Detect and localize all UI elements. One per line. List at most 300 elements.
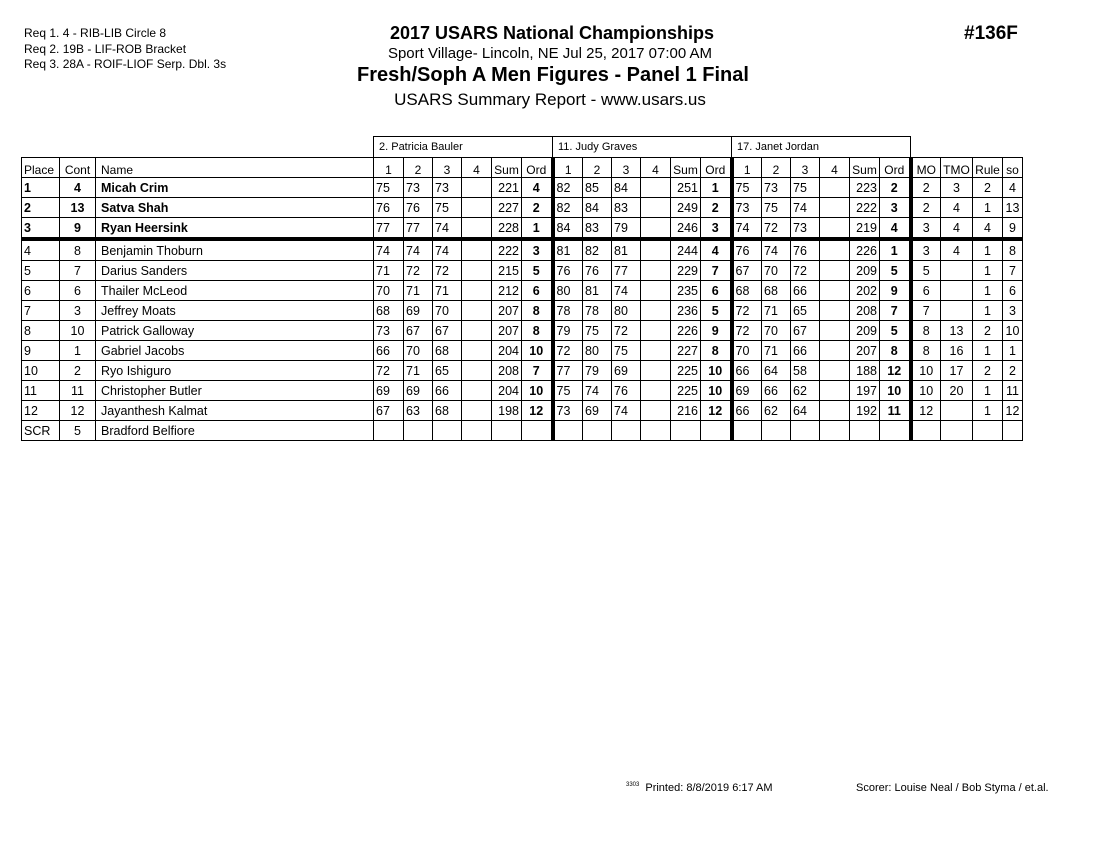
table-row bbox=[22, 198, 1023, 218]
judge-3-ordinal-cell: 9 bbox=[880, 281, 911, 301]
judge-2-mark-1-cell: 73 bbox=[553, 401, 583, 421]
judge-3-ordinal-cell: 5 bbox=[880, 261, 911, 281]
judge-2-mark-3-cell: 84 bbox=[612, 178, 641, 198]
tmo-cell bbox=[941, 421, 973, 441]
mo-cell: 5 bbox=[911, 261, 941, 281]
judge-1-mark-2-cell: 76 bbox=[404, 198, 433, 218]
judge-3-ordinal-cell bbox=[880, 421, 911, 441]
table-row bbox=[22, 178, 1023, 198]
judge-3-ordinal-cell: 11 bbox=[880, 401, 911, 421]
judge-3-mark-1-cell: 76 bbox=[732, 239, 762, 261]
so-cell: 4 bbox=[1003, 178, 1023, 198]
rule-cell: 4 bbox=[973, 218, 1003, 240]
judge-3-mark-4-cell bbox=[820, 321, 850, 341]
event-title: Fresh/Soph A Men Figures - Panel 1 Final bbox=[357, 64, 749, 86]
judge-2-mark-1-cell: 77 bbox=[553, 361, 583, 381]
judge-1-ordinal-cell: 4 bbox=[522, 178, 553, 198]
report-code: 3303 bbox=[626, 782, 640, 788]
judge-1-ordinal-cell: 6 bbox=[522, 281, 553, 301]
judge-1-mark-1-cell: 68 bbox=[374, 301, 404, 321]
judge-1-sum-cell: 215 bbox=[492, 261, 522, 281]
judge-1-sum-cell: 227 bbox=[492, 198, 522, 218]
judge-3-mark-2-cell: 73 bbox=[762, 178, 791, 198]
judge-1-mark-1-cell: 76 bbox=[374, 198, 404, 218]
judge-3-sum-cell: 209 bbox=[850, 321, 880, 341]
skater-name-cell: Darius Sanders bbox=[96, 261, 374, 281]
judge-3-sum-cell: 226 bbox=[850, 239, 880, 261]
mo-cell: 10 bbox=[911, 361, 941, 381]
judge-3-mark-1-cell: 70 bbox=[732, 341, 762, 361]
judge-1-mark-3-cell bbox=[433, 421, 462, 441]
so-cell: 12 bbox=[1003, 401, 1023, 421]
judge-2-sum-cell: 235 bbox=[671, 281, 701, 301]
skater-name-cell: Bradford Belfiore bbox=[96, 421, 374, 441]
place-cell: 10 bbox=[22, 361, 60, 381]
judge-3-ordinal-cell: 4 bbox=[880, 218, 911, 240]
judge-2-mark-1-cell: 81 bbox=[553, 239, 583, 261]
judge-1-mark-4-cell bbox=[462, 281, 492, 301]
judge-3-ordinal-cell: 8 bbox=[880, 341, 911, 361]
judge-2-mark-4-cell bbox=[641, 361, 671, 381]
judge-3-mark-1-cell: 72 bbox=[732, 321, 762, 341]
place-cell: 8 bbox=[22, 321, 60, 341]
judge-2-ordinal-cell: 8 bbox=[701, 341, 732, 361]
judge-1-ordinal-cell: 1 bbox=[522, 218, 553, 240]
judge-3-ordinal-cell: 5 bbox=[880, 321, 911, 341]
place-cell: SCR bbox=[22, 421, 60, 441]
place-cell: 5 bbox=[22, 261, 60, 281]
judge-1-mark-2-cell: 69 bbox=[404, 381, 433, 401]
judge-2-ordinal-cell: 9 bbox=[701, 321, 732, 341]
cont-cell: 1 bbox=[60, 341, 96, 361]
judge-3-mark-4-cell bbox=[820, 401, 850, 421]
judge-3-mark-3-cell: 62 bbox=[791, 381, 820, 401]
judge-1-ordinal-cell: 10 bbox=[522, 341, 553, 361]
printed-date: Printed: 8/8/2019 6:17 AM bbox=[645, 782, 773, 794]
col-mark-4: 4 bbox=[820, 158, 850, 178]
judge-3-mark-1-cell: 73 bbox=[732, 198, 762, 218]
judge-1-mark-2-cell: 70 bbox=[404, 341, 433, 361]
judge-2-mark-3-cell: 74 bbox=[612, 401, 641, 421]
judge-1-mark-2-cell bbox=[404, 421, 433, 441]
judge-2-mark-1-cell: 75 bbox=[553, 381, 583, 401]
judge-3-mark-2-cell: 72 bbox=[762, 218, 791, 240]
tmo-cell: 4 bbox=[941, 198, 973, 218]
cont-cell: 5 bbox=[60, 421, 96, 441]
judge-2-ordinal-cell: 6 bbox=[701, 281, 732, 301]
so-cell: 13 bbox=[1003, 198, 1023, 218]
judge-2-mark-2-cell: 84 bbox=[583, 198, 612, 218]
skater-name-cell: Thailer McLeod bbox=[96, 281, 374, 301]
mo-cell: 2 bbox=[911, 178, 941, 198]
judge-2-mark-3-cell bbox=[612, 421, 641, 441]
judge-1-mark-4-cell bbox=[462, 218, 492, 240]
judge-2-ordinal-cell: 5 bbox=[701, 301, 732, 321]
judge-3-mark-3-cell: 72 bbox=[791, 261, 820, 281]
judge-2-mark-3-cell: 80 bbox=[612, 301, 641, 321]
judge-1-ordinal-cell: 8 bbox=[522, 301, 553, 321]
judge-1-ordinal-cell: 10 bbox=[522, 381, 553, 401]
table-row bbox=[22, 281, 1023, 301]
requirement-3: Req 3. 28A - ROIF-LIOF Serp. Dbl. 3s bbox=[24, 57, 227, 71]
rule-cell: 1 bbox=[973, 261, 1003, 281]
judge-1-mark-2-cell: 77 bbox=[404, 218, 433, 240]
so-cell: 10 bbox=[1003, 321, 1023, 341]
so-cell: 8 bbox=[1003, 239, 1023, 261]
table-row bbox=[22, 341, 1023, 361]
place-cell: 4 bbox=[22, 239, 60, 261]
judge-2-sum-cell: 246 bbox=[671, 218, 701, 240]
judge-1-mark-2-cell: 72 bbox=[404, 261, 433, 281]
col-mark-1: 1 bbox=[374, 158, 404, 178]
judge-3-sum-cell: 192 bbox=[850, 401, 880, 421]
judge-3-mark-1-cell: 67 bbox=[732, 261, 762, 281]
so-cell: 1 bbox=[1003, 341, 1023, 361]
judge-3-mark-4-cell bbox=[820, 301, 850, 321]
tmo-cell: 4 bbox=[941, 239, 973, 261]
judge-1-mark-4-cell bbox=[462, 421, 492, 441]
judge-2-ordinal-cell: 2 bbox=[701, 198, 732, 218]
skater-name-cell: Jayanthesh Kalmat bbox=[96, 401, 374, 421]
judge-2-mark-2-cell bbox=[583, 421, 612, 441]
table-row bbox=[22, 421, 1023, 441]
judge-3-sum-cell: 223 bbox=[850, 178, 880, 198]
judge-3-mark-4-cell bbox=[820, 218, 850, 240]
table-row bbox=[22, 321, 1023, 341]
judge-spacer-right bbox=[911, 137, 1023, 158]
judge-1-mark-2-cell: 63 bbox=[404, 401, 433, 421]
judge-3-sum-cell: 209 bbox=[850, 261, 880, 281]
tmo-cell: 13 bbox=[941, 321, 973, 341]
judge-2-mark-1-cell: 80 bbox=[553, 281, 583, 301]
judge-2-sum-cell: 225 bbox=[671, 381, 701, 401]
judge-2-mark-3-cell: 79 bbox=[612, 218, 641, 240]
judge-2-mark-1-cell: 79 bbox=[553, 321, 583, 341]
so-cell: 9 bbox=[1003, 218, 1023, 240]
judge-3-mark-3-cell: 65 bbox=[791, 301, 820, 321]
skater-name-cell: Gabriel Jacobs bbox=[96, 341, 374, 361]
rule-cell: 1 bbox=[973, 341, 1003, 361]
judge-3-mark-4-cell bbox=[820, 281, 850, 301]
judge-3-mark-1-cell: 75 bbox=[732, 178, 762, 198]
judge-2-mark-1-cell: 76 bbox=[553, 261, 583, 281]
judge-1-name: 2. Patricia Bauler bbox=[374, 137, 553, 158]
judge-3-mark-3-cell: 58 bbox=[791, 361, 820, 381]
judge-3-sum-cell: 197 bbox=[850, 381, 880, 401]
col-sum: Sum bbox=[671, 158, 701, 178]
judge-2-sum-cell: 226 bbox=[671, 321, 701, 341]
so-cell: 7 bbox=[1003, 261, 1023, 281]
tmo-cell: 3 bbox=[941, 178, 973, 198]
judge-1-mark-1-cell bbox=[374, 421, 404, 441]
table-row bbox=[22, 361, 1023, 381]
place-cell: 2 bbox=[22, 198, 60, 218]
mo-cell: 8 bbox=[911, 321, 941, 341]
judge-3-mark-2-cell: 64 bbox=[762, 361, 791, 381]
rule-cell: 1 bbox=[973, 401, 1003, 421]
judge-3-mark-2-cell: 70 bbox=[762, 261, 791, 281]
judge-3-mark-3-cell: 76 bbox=[791, 239, 820, 261]
judge-2-mark-4-cell bbox=[641, 401, 671, 421]
printed-info bbox=[626, 782, 773, 794]
judge-1-mark-3-cell: 65 bbox=[433, 361, 462, 381]
judge-2-mark-2-cell: 80 bbox=[583, 341, 612, 361]
col-so: so bbox=[1003, 158, 1023, 178]
judge-2-sum-cell bbox=[671, 421, 701, 441]
judge-2-sum-cell: 251 bbox=[671, 178, 701, 198]
judge-1-mark-1-cell: 75 bbox=[374, 178, 404, 198]
judge-2-ordinal-cell: 1 bbox=[701, 178, 732, 198]
col-mo: MO bbox=[911, 158, 941, 178]
judge-1-sum-cell: 207 bbox=[492, 301, 522, 321]
judge-2-ordinal-cell: 12 bbox=[701, 401, 732, 421]
place-cell: 1 bbox=[22, 178, 60, 198]
cont-cell: 9 bbox=[60, 218, 96, 240]
col-mark-4: 4 bbox=[641, 158, 671, 178]
tmo-cell bbox=[941, 281, 973, 301]
cont-cell: 10 bbox=[60, 321, 96, 341]
judge-2-mark-2-cell: 79 bbox=[583, 361, 612, 381]
judge-2-ordinal-cell: 3 bbox=[701, 218, 732, 240]
judge-1-mark-3-cell: 73 bbox=[433, 178, 462, 198]
judge-2-mark-3-cell: 72 bbox=[612, 321, 641, 341]
judge-2-mark-1-cell: 84 bbox=[553, 218, 583, 240]
judge-2-mark-2-cell: 69 bbox=[583, 401, 612, 421]
judge-3-mark-4-cell bbox=[820, 178, 850, 198]
scorer-info: Scorer: Louise Neal / Bob Styma / et.al. bbox=[856, 782, 1049, 794]
judge-2-mark-2-cell: 82 bbox=[583, 239, 612, 261]
judge-1-mark-3-cell: 72 bbox=[433, 261, 462, 281]
judge-3-mark-3-cell: 67 bbox=[791, 321, 820, 341]
judge-1-mark-3-cell: 74 bbox=[433, 239, 462, 261]
judge-3-mark-4-cell bbox=[820, 361, 850, 381]
judge-1-mark-1-cell: 71 bbox=[374, 261, 404, 281]
skater-name-cell: Ryan Heersink bbox=[96, 218, 374, 240]
col-cont: Cont bbox=[60, 158, 96, 178]
judge-3-mark-2-cell: 70 bbox=[762, 321, 791, 341]
judge-1-sum-cell: 207 bbox=[492, 321, 522, 341]
mo-cell: 7 bbox=[911, 301, 941, 321]
judge-spacer bbox=[22, 137, 374, 158]
judge-3-mark-2-cell: 62 bbox=[762, 401, 791, 421]
judge-3-mark-1-cell: 66 bbox=[732, 361, 762, 381]
judge-1-mark-2-cell: 74 bbox=[404, 239, 433, 261]
judge-1-mark-3-cell: 75 bbox=[433, 198, 462, 218]
judge-3-mark-2-cell: 71 bbox=[762, 301, 791, 321]
cont-cell: 8 bbox=[60, 239, 96, 261]
mo-cell: 3 bbox=[911, 218, 941, 240]
col-mark-2: 2 bbox=[762, 158, 791, 178]
judge-3-ordinal-cell: 10 bbox=[880, 381, 911, 401]
judge-1-ordinal-cell: 2 bbox=[522, 198, 553, 218]
judge-3-mark-2-cell: 74 bbox=[762, 239, 791, 261]
judge-2-mark-3-cell: 83 bbox=[612, 198, 641, 218]
col-mark-3: 3 bbox=[791, 158, 820, 178]
judge-2-mark-2-cell: 78 bbox=[583, 301, 612, 321]
place-cell: 6 bbox=[22, 281, 60, 301]
judge-2-mark-4-cell bbox=[641, 281, 671, 301]
judge-1-sum-cell: 198 bbox=[492, 401, 522, 421]
judge-1-mark-4-cell bbox=[462, 178, 492, 198]
judge-1-mark-1-cell: 73 bbox=[374, 321, 404, 341]
judge-3-mark-4-cell bbox=[820, 421, 850, 441]
judge-3-mark-3-cell: 75 bbox=[791, 178, 820, 198]
judge-2-sum-cell: 244 bbox=[671, 239, 701, 261]
cont-cell: 7 bbox=[60, 261, 96, 281]
so-cell: 6 bbox=[1003, 281, 1023, 301]
judge-3-mark-1-cell: 68 bbox=[732, 281, 762, 301]
judge-1-sum-cell: 204 bbox=[492, 381, 522, 401]
judge-2-mark-3-cell: 69 bbox=[612, 361, 641, 381]
col-ord: Ord bbox=[880, 158, 911, 178]
judge-2-ordinal-cell: 10 bbox=[701, 381, 732, 401]
skater-name-cell: Micah Crim bbox=[96, 178, 374, 198]
judge-3-mark-4-cell bbox=[820, 381, 850, 401]
tmo-cell: 4 bbox=[941, 218, 973, 240]
place-cell: 7 bbox=[22, 301, 60, 321]
judge-2-mark-3-cell: 77 bbox=[612, 261, 641, 281]
skater-name-cell: Ryo Ishiguro bbox=[96, 361, 374, 381]
cont-cell: 11 bbox=[60, 381, 96, 401]
judge-3-mark-3-cell: 73 bbox=[791, 218, 820, 240]
judge-3-mark-2-cell: 66 bbox=[762, 381, 791, 401]
judge-1-mark-3-cell: 67 bbox=[433, 321, 462, 341]
mo-cell: 6 bbox=[911, 281, 941, 301]
skater-name-cell: Patrick Galloway bbox=[96, 321, 374, 341]
judge-1-sum-cell: 221 bbox=[492, 178, 522, 198]
judge-1-ordinal-cell: 12 bbox=[522, 401, 553, 421]
judge-2-mark-4-cell bbox=[641, 341, 671, 361]
judge-2-ordinal-cell: 4 bbox=[701, 239, 732, 261]
championship-title: 2017 USARS National Championships bbox=[389, 23, 715, 43]
judge-2-mark-4-cell bbox=[641, 198, 671, 218]
judge-3-mark-3-cell: 66 bbox=[791, 341, 820, 361]
judge-1-mark-1-cell: 66 bbox=[374, 341, 404, 361]
judge-3-mark-1-cell: 72 bbox=[732, 301, 762, 321]
judge-2-ordinal-cell: 7 bbox=[701, 261, 732, 281]
col-sum: Sum bbox=[492, 158, 522, 178]
judge-3-mark-3-cell: 64 bbox=[791, 401, 820, 421]
judge-1-ordinal-cell: 8 bbox=[522, 321, 553, 341]
rule-cell: 1 bbox=[973, 239, 1003, 261]
cont-cell: 13 bbox=[60, 198, 96, 218]
judge-2-mark-1-cell: 72 bbox=[553, 341, 583, 361]
venue-date: Sport Village- Lincoln, NE Jul 25, 2017 07:00 AM bbox=[387, 45, 713, 62]
judge-1-mark-4-cell bbox=[462, 381, 492, 401]
judge-1-mark-2-cell: 71 bbox=[404, 361, 433, 381]
rule-cell: 2 bbox=[973, 321, 1003, 341]
cont-cell: 12 bbox=[60, 401, 96, 421]
judge-1-mark-3-cell: 68 bbox=[433, 341, 462, 361]
place-cell: 3 bbox=[22, 218, 60, 240]
judge-2-mark-1-cell: 82 bbox=[553, 198, 583, 218]
table-row bbox=[22, 401, 1023, 421]
requirement-2: Req 2. 19B - LIF-ROB Bracket bbox=[24, 41, 187, 56]
so-cell bbox=[1003, 421, 1023, 441]
rule-cell: 2 bbox=[973, 361, 1003, 381]
judge-3-mark-1-cell: 74 bbox=[732, 218, 762, 240]
results-table bbox=[21, 136, 1023, 441]
judge-2-sum-cell: 225 bbox=[671, 361, 701, 381]
judge-2-mark-4-cell bbox=[641, 321, 671, 341]
judge-3-mark-1-cell: 66 bbox=[732, 401, 762, 421]
cont-cell: 4 bbox=[60, 178, 96, 198]
judge-3-mark-2-cell: 71 bbox=[762, 341, 791, 361]
judge-1-mark-4-cell bbox=[462, 341, 492, 361]
judge-1-mark-1-cell: 70 bbox=[374, 281, 404, 301]
judge-2-mark-4-cell bbox=[641, 261, 671, 281]
judge-2-mark-1-cell bbox=[553, 421, 583, 441]
tmo-cell bbox=[941, 401, 973, 421]
rule-cell bbox=[973, 421, 1003, 441]
judge-2-sum-cell: 229 bbox=[671, 261, 701, 281]
tmo-cell: 17 bbox=[941, 361, 973, 381]
mo-cell: 8 bbox=[911, 341, 941, 361]
judge-1-sum-cell: 204 bbox=[492, 341, 522, 361]
mo-cell: 3 bbox=[911, 239, 941, 261]
rule-cell: 1 bbox=[973, 281, 1003, 301]
table-row bbox=[22, 381, 1023, 401]
judge-3-mark-4-cell bbox=[820, 261, 850, 281]
judge-2-mark-1-cell: 78 bbox=[553, 301, 583, 321]
judge-1-mark-3-cell: 70 bbox=[433, 301, 462, 321]
table-row bbox=[22, 239, 1023, 261]
judge-1-mark-3-cell: 68 bbox=[433, 401, 462, 421]
judge-3-sum-cell: 219 bbox=[850, 218, 880, 240]
place-cell: 11 bbox=[22, 381, 60, 401]
skater-name-cell: Satva Shah bbox=[96, 198, 374, 218]
table-row bbox=[22, 261, 1023, 281]
judge-1-mark-2-cell: 69 bbox=[404, 301, 433, 321]
judge-1-mark-3-cell: 71 bbox=[433, 281, 462, 301]
judge-1-mark-1-cell: 77 bbox=[374, 218, 404, 240]
judge-3-mark-1-cell: 69 bbox=[732, 381, 762, 401]
col-place: Place bbox=[22, 158, 60, 178]
cont-cell: 2 bbox=[60, 361, 96, 381]
judge-2-mark-3-cell: 74 bbox=[612, 281, 641, 301]
judge-1-mark-2-cell: 71 bbox=[404, 281, 433, 301]
mo-cell bbox=[911, 421, 941, 441]
judge-3-sum-cell: 222 bbox=[850, 198, 880, 218]
judge-3-mark-1-cell bbox=[732, 421, 762, 441]
so-cell: 11 bbox=[1003, 381, 1023, 401]
tmo-cell bbox=[941, 261, 973, 281]
tmo-cell bbox=[941, 301, 973, 321]
table-row bbox=[22, 218, 1023, 240]
place-cell: 9 bbox=[22, 341, 60, 361]
so-cell: 3 bbox=[1003, 301, 1023, 321]
skater-name-cell: Benjamin Thoburn bbox=[96, 239, 374, 261]
judge-2-mark-4-cell bbox=[641, 178, 671, 198]
mo-cell: 10 bbox=[911, 381, 941, 401]
judge-2-mark-4-cell bbox=[641, 218, 671, 240]
table-row bbox=[22, 301, 1023, 321]
judge-1-ordinal-cell: 5 bbox=[522, 261, 553, 281]
judge-3-sum-cell: 207 bbox=[850, 341, 880, 361]
judge-3-sum-cell: 208 bbox=[850, 301, 880, 321]
judge-3-ordinal-cell: 3 bbox=[880, 198, 911, 218]
judge-1-mark-2-cell: 67 bbox=[404, 321, 433, 341]
rule-cell: 1 bbox=[973, 381, 1003, 401]
judge-2-sum-cell: 216 bbox=[671, 401, 701, 421]
judge-1-mark-4-cell bbox=[462, 239, 492, 261]
tmo-cell: 16 bbox=[941, 341, 973, 361]
col-mark-3: 3 bbox=[433, 158, 462, 178]
judge-3-mark-2-cell bbox=[762, 421, 791, 441]
col-mark-2: 2 bbox=[583, 158, 612, 178]
judge-2-ordinal-cell bbox=[701, 421, 732, 441]
rule-cell: 2 bbox=[973, 178, 1003, 198]
